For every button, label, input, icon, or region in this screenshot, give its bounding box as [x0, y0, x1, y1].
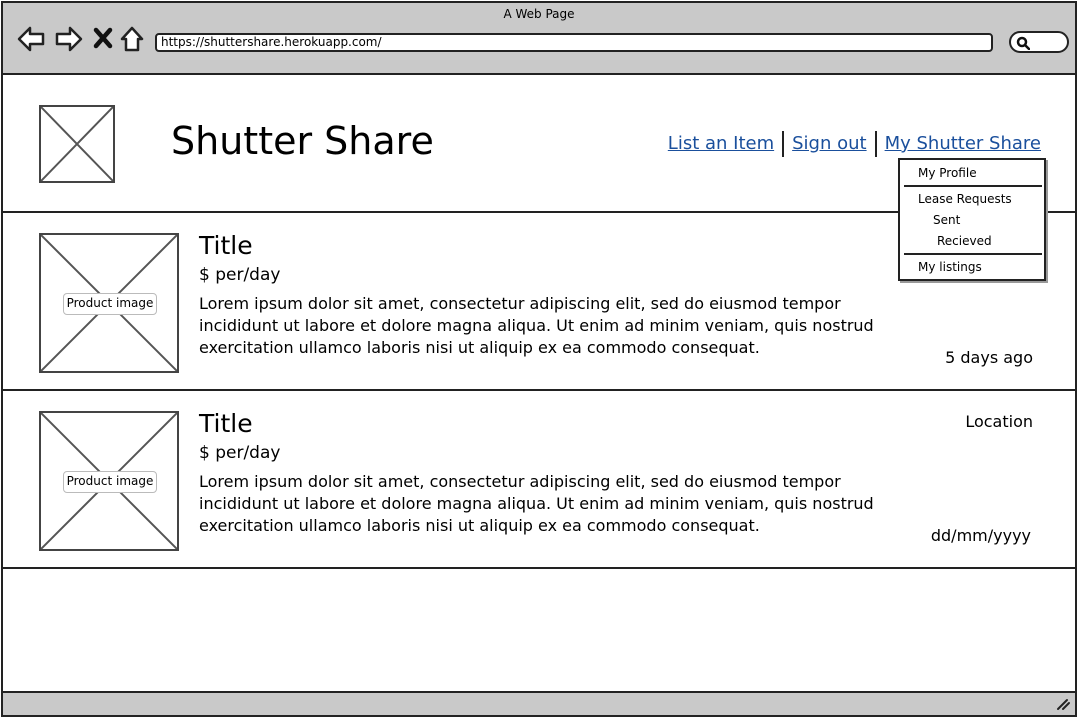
resize-grip-icon[interactable]: [1055, 697, 1071, 711]
listing-price: $ per/day: [199, 265, 281, 285]
nav-divider: [875, 131, 877, 157]
top-nav: [668, 131, 1041, 157]
menu-divider: [904, 253, 1042, 255]
menu-item-my-listings[interactable]: My listings: [918, 260, 982, 274]
product-image-label: Product image: [63, 293, 157, 315]
arrow-left-icon: [17, 25, 45, 53]
image-placeholder-icon: [41, 107, 113, 181]
menu-item-sent[interactable]: Sent: [933, 213, 961, 227]
stop-button[interactable]: [91, 25, 119, 53]
listing-date: dd/mm/yyyy: [930, 526, 1031, 545]
arrow-right-icon: [55, 25, 83, 53]
product-image: [39, 411, 179, 551]
my-shutter-share-menu: [898, 158, 1046, 281]
menu-item-my-profile[interactable]: My Profile: [918, 166, 977, 180]
menu-item-received[interactable]: Recieved: [937, 234, 992, 248]
listing-description: Lorem ipsum dolor sit amet, consectetur adipiscing elit, sed do eiusmod tempor incididunt ut labore et dolore magna aliqua. Ut enim ad minim veniam, quis nostrud exercitation ullamco laboris nisi ut aliquip ex ea commodo consequat.: [199, 472, 874, 535]
listing-title[interactable]: Title: [199, 231, 253, 260]
window-title: A Web Page: [503, 7, 575, 21]
nav-divider: [782, 131, 784, 157]
sign-out-link[interactable]: Sign out: [792, 133, 867, 154]
home-icon: [119, 25, 147, 53]
list-item-link[interactable]: List an Item: [667, 133, 775, 154]
status-bar: [3, 691, 1075, 715]
forward-button[interactable]: [55, 25, 83, 53]
listing-price: $ per/day: [199, 443, 281, 463]
product-image-label: Product image: [63, 471, 157, 493]
search-icon: [1016, 36, 1030, 50]
listing-location: Location: [965, 412, 1033, 431]
browser-chrome: [3, 3, 1075, 75]
listing-description: Lorem ipsum dolor sit amet, consectetur adipiscing elit, sed do eiusmod tempor incididunt ut labore et dolore magna aliqua. Ut enim ad minim veniam, quis nostrud exercitation ullamco laboris nisi ut aliquip ex ea commodo consequat.: [199, 294, 874, 357]
close-icon: [91, 25, 119, 53]
site-title: Shutter Share: [171, 119, 434, 163]
listing-date: 5 days ago: [945, 348, 1033, 367]
listing-card[interactable]: [3, 391, 1075, 569]
search-button[interactable]: [1009, 31, 1069, 53]
my-shutter-share-link[interactable]: My Shutter Share: [884, 133, 1041, 154]
menu-divider: [904, 185, 1042, 187]
browser-window: [1, 1, 1077, 717]
address-bar[interactable]: https://shuttershare.herokuapp.com/: [155, 33, 993, 52]
back-button[interactable]: [17, 25, 45, 53]
listing-title[interactable]: Title: [199, 409, 253, 438]
site-logo: [39, 105, 115, 183]
home-button[interactable]: [119, 25, 147, 53]
product-image: [39, 233, 179, 373]
menu-item-lease-requests[interactable]: Lease Requests: [918, 192, 1012, 206]
